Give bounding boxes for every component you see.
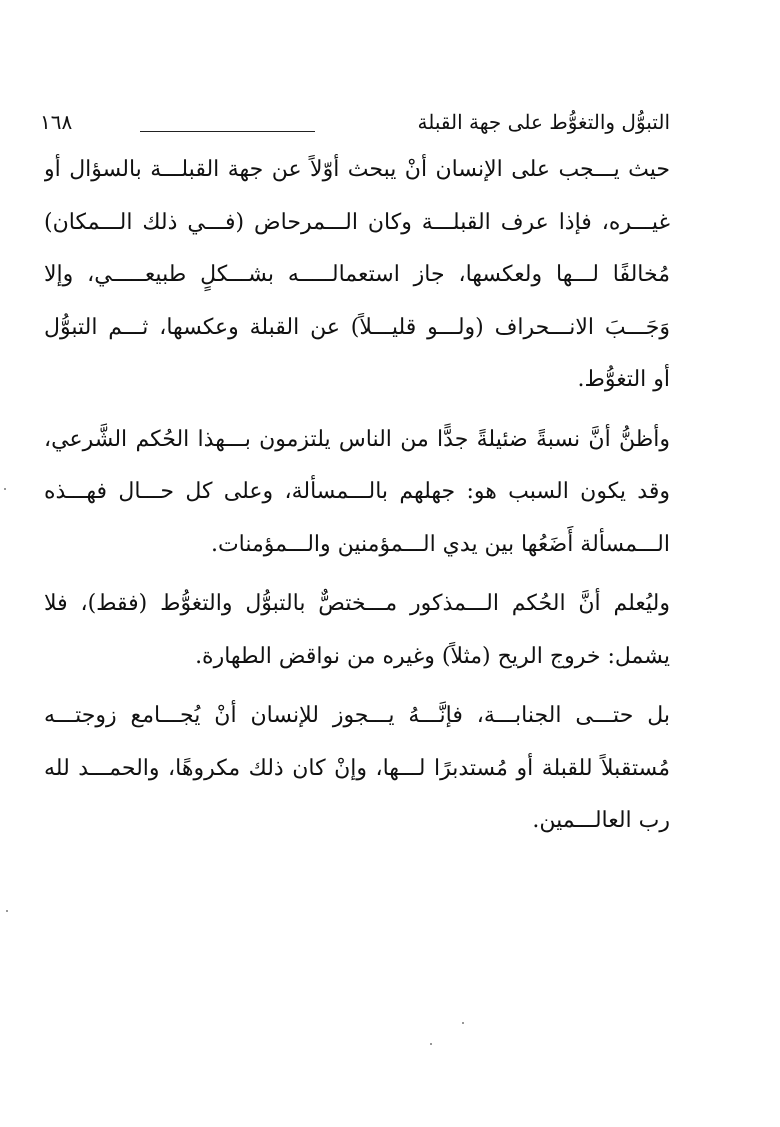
- text-line: حيث يـــجب على الإنسان أنْ يبحث أوّلاً عن جهة القبلـــة بالسؤال أو: [44, 157, 670, 182]
- paragraph: [44, 414, 670, 572]
- text-line: وأظنُّ أنَّ نسبةً ضئيلةً جدًّا من الناس يلتزمون بـــهذا الحُكم الشَّرعي،: [44, 426, 670, 452]
- header-rule: [140, 131, 315, 132]
- paragraph: [44, 578, 670, 683]
- paragraph: [44, 690, 670, 848]
- paragraph: [44, 144, 670, 407]
- body-text: [44, 144, 670, 848]
- text-line: مُستقبلاً للقبلة أو مُستدبرًا لـــها، وإنْ كان ذلك مكروهًا، والحمـــد لله: [44, 755, 670, 781]
- text-line: بل حتـــى الجنابـــة، فإنَّـــهُ يـــجوز للإنسان أنْ يُجـــامع زوجتـــه: [44, 703, 670, 728]
- text-line: غيـــره، فإذا عرف القبلـــة وكان الـــمرحاض (فـــي ذلك الـــمكان): [44, 209, 670, 235]
- text-line: رب العالـــمين.: [532, 808, 670, 833]
- text-line: وَجَـــبَ الانـــحراف (ولـــو قليـــلاً) عن القبلة وعكسها، ثـــم التبوُّل: [44, 314, 670, 340]
- scan-speck: [4, 488, 6, 490]
- text-line: وليُعلم أنَّ الحُكم الـــمذكور مـــختصٌّ بالتبوُّل والتغوُّط (فقط)، فلا: [44, 591, 670, 616]
- running-header: [40, 104, 670, 140]
- page-number: ١٦٨: [40, 110, 73, 134]
- scan-speck: [462, 1022, 464, 1024]
- text-line: الـــمسألة أَضَعُها بين يدي الـــمؤمنين والـــمؤمنات.: [210, 531, 670, 557]
- scan-speck: [6, 910, 8, 912]
- text-line: وقد يكون السبب هو: جهلهم بالـــمسألة، وعلى كل حـــال فهـــذه: [44, 479, 670, 504]
- text-line: مُخالفًا لـــها ولعكسها، جاز استعمالـــــه بشـــكلٍ طبيعـــــي، وإلا: [44, 262, 670, 287]
- text-line: أو التغوُّط.: [577, 367, 670, 392]
- chapter-title: التبوُّل والتغوُّط على جهة القبلة: [417, 110, 670, 134]
- text-line: يشمل: خروج الريح (مثلاً) وغيره من نواقض الطهارة.: [195, 643, 670, 669]
- scan-speck: [430, 1043, 432, 1045]
